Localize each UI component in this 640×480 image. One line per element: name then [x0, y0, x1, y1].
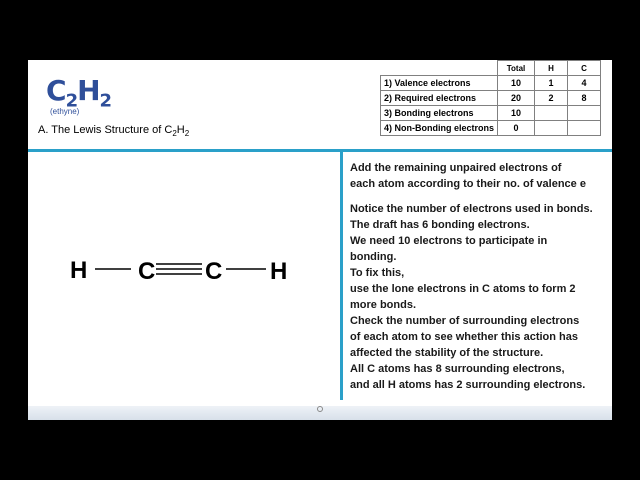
- row-h: 2: [535, 91, 568, 106]
- section-title-h: H: [176, 124, 185, 136]
- row-c: [568, 106, 601, 121]
- explanation-notes: [350, 160, 610, 393]
- progress-dot: [317, 406, 323, 412]
- note-line: Notice the number of electrons used in bonds.: [350, 203, 593, 215]
- atom-c-left: C: [138, 258, 156, 285]
- section-sub-1: 2: [172, 129, 177, 139]
- compound-name: (ethyne): [50, 107, 80, 116]
- section-sub-2: 2: [184, 129, 190, 139]
- lewis-structure: [68, 248, 298, 288]
- note-line: Add the remaining unpaired electrons of: [350, 162, 562, 174]
- table-row: [381, 91, 601, 106]
- atom-h-left: H: [70, 257, 88, 284]
- table-row: [381, 121, 601, 136]
- row-h: 1: [535, 76, 568, 91]
- section-title: [38, 124, 189, 138]
- table-row: [381, 106, 601, 121]
- row-label: 4) Non-Bonding electrons: [381, 121, 498, 136]
- row-total: 10: [498, 106, 535, 121]
- row-c: 4: [568, 76, 601, 91]
- accent-bar: [28, 149, 612, 152]
- table-header-total: Total: [498, 61, 535, 76]
- formula-sub-1: 2: [65, 90, 78, 112]
- formula-c: C: [46, 74, 66, 107]
- row-total: 20: [498, 91, 535, 106]
- table-header-blank: [381, 61, 498, 76]
- table-header-row: [381, 61, 601, 76]
- vertical-divider: [340, 152, 343, 400]
- row-label: 3) Bonding electrons: [381, 106, 498, 121]
- row-h: [535, 106, 568, 121]
- row-label: 2) Required electrons: [381, 91, 498, 106]
- formula-h: H: [77, 74, 100, 107]
- note-line: each atom according to their no. of valence e: [350, 178, 586, 190]
- section-title-prefix: A. The Lewis Structure of C: [38, 124, 173, 136]
- atom-h-right: H: [270, 258, 288, 285]
- row-c: 8: [568, 91, 601, 106]
- note-line: To fix this,: [350, 267, 405, 279]
- slide: [28, 60, 612, 420]
- table-row: [381, 76, 601, 91]
- row-total: 0: [498, 121, 535, 136]
- row-label: 1) Valence electrons: [381, 76, 498, 91]
- table-header-c: C: [568, 61, 601, 76]
- formula-title: [46, 74, 111, 112]
- note-line: of each atom to see whether this action has: [350, 331, 578, 343]
- note-line: affected the stability of the structure.: [350, 347, 544, 359]
- note-line: Check the number of surrounding electrons: [350, 315, 580, 327]
- electron-table: [380, 60, 601, 136]
- note-line: We need 10 electrons to participate in: [350, 235, 548, 247]
- row-total: 10: [498, 76, 535, 91]
- row-c: [568, 121, 601, 136]
- note-line: bonding.: [350, 251, 397, 263]
- table-header-h: H: [535, 61, 568, 76]
- row-h: [535, 121, 568, 136]
- formula-sub-2: 2: [99, 90, 112, 112]
- note-line: The draft has 6 bonding electrons.: [350, 219, 530, 231]
- note-line: use the lone electrons in C atoms to form 2: [350, 283, 576, 295]
- note-line: All C atoms has 8 surrounding electrons,: [350, 363, 565, 375]
- note-line: and all H atoms has 2 surrounding electrons.: [350, 379, 586, 391]
- note-line: more bonds.: [350, 299, 417, 311]
- atom-c-right: C: [205, 258, 223, 285]
